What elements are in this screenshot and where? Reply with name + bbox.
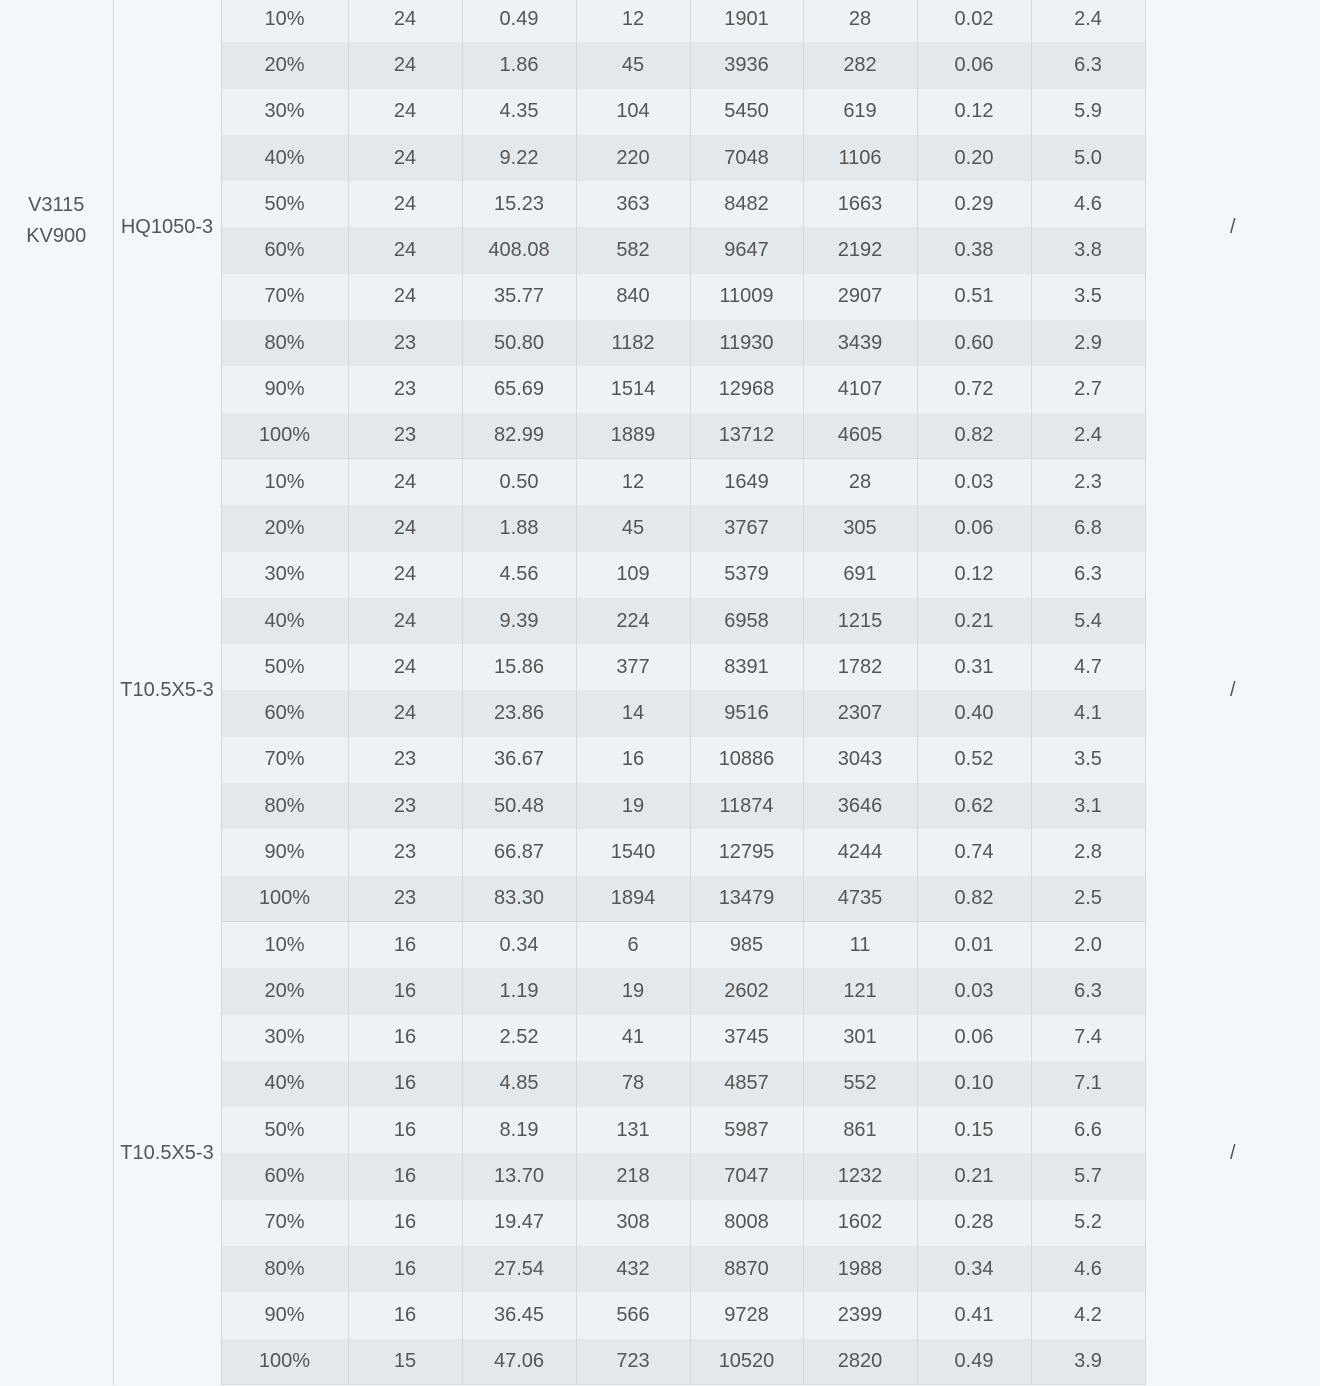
cell-efficiency: 4.2 [1031, 1292, 1145, 1338]
cell-current: 2.52 [462, 1015, 576, 1061]
cell-current: 82.99 [462, 413, 576, 459]
cell-torque: 0.15 [917, 1107, 1031, 1153]
cell-current: 9.22 [462, 135, 576, 181]
cell-voltage: 24 [348, 181, 462, 227]
cell-rpm: 10886 [690, 737, 803, 783]
cell-efficiency: 2.4 [1031, 0, 1145, 42]
cell-current: 0.50 [462, 459, 576, 505]
cell-voltage: 23 [348, 829, 462, 875]
cell-power: 109 [576, 552, 690, 598]
cell-rpm: 8008 [690, 1200, 803, 1246]
cell-power: 363 [576, 181, 690, 227]
cell-rpm: 3745 [690, 1015, 803, 1061]
cell-throttle: 20% [221, 42, 348, 88]
cell-voltage: 24 [348, 89, 462, 135]
cell-power: 45 [576, 42, 690, 88]
cell-thrust: 1215 [803, 598, 917, 644]
cell-throttle: 90% [221, 1292, 348, 1338]
cell-power: 1514 [576, 366, 690, 412]
cell-torque: 0.12 [917, 89, 1031, 135]
cell-power: 6 [576, 922, 690, 968]
cell-current: 15.86 [462, 644, 576, 690]
cell-efficiency: 3.8 [1031, 227, 1145, 273]
cell-current: 9.39 [462, 598, 576, 644]
cell-voltage: 16 [348, 1292, 462, 1338]
cell-thrust: 4107 [803, 366, 917, 412]
cell-throttle: 30% [221, 552, 348, 598]
cell-thrust: 4735 [803, 876, 917, 922]
cell-torque: 0.31 [917, 644, 1031, 690]
cell-rpm: 7047 [690, 1153, 803, 1199]
cell-power: 19 [576, 783, 690, 829]
cell-rpm: 11930 [690, 320, 803, 366]
cell-power: 12 [576, 459, 690, 505]
cell-efficiency: 5.9 [1031, 89, 1145, 135]
cell-thrust: 2907 [803, 274, 917, 320]
cell-throttle: 40% [221, 135, 348, 181]
cell-voltage: 16 [348, 922, 462, 968]
cell-torque: 0.34 [917, 1246, 1031, 1292]
cell-rpm: 1649 [690, 459, 803, 505]
cell-torque: 0.06 [917, 505, 1031, 551]
cell-efficiency: 2.8 [1031, 829, 1145, 875]
cell-rpm: 10520 [690, 1339, 803, 1385]
cell-power: 582 [576, 227, 690, 273]
motor-model-cell [0, 0, 113, 1385]
cell-throttle: 90% [221, 829, 348, 875]
propeller-model: T10.5X5-3 [113, 459, 221, 922]
cell-efficiency: 2.3 [1031, 459, 1145, 505]
cell-power: 1889 [576, 413, 690, 459]
cell-throttle: 30% [221, 89, 348, 135]
cell-voltage: 23 [348, 413, 462, 459]
cell-throttle: 10% [221, 0, 348, 42]
cell-thrust: 3043 [803, 737, 917, 783]
cell-power: 308 [576, 1200, 690, 1246]
cell-current: 408.08 [462, 227, 576, 273]
cell-torque: 0.01 [917, 922, 1031, 968]
cell-voltage: 15 [348, 1339, 462, 1385]
cell-power: 131 [576, 1107, 690, 1153]
note-cell: / [1145, 459, 1320, 922]
cell-voltage: 24 [348, 505, 462, 551]
cell-rpm: 12968 [690, 366, 803, 412]
cell-power: 432 [576, 1246, 690, 1292]
cell-efficiency: 7.4 [1031, 1015, 1145, 1061]
cell-throttle: 60% [221, 227, 348, 273]
cell-throttle: 60% [221, 690, 348, 736]
cell-power: 723 [576, 1339, 690, 1385]
cell-torque: 0.82 [917, 413, 1031, 459]
cell-power: 16 [576, 737, 690, 783]
cell-efficiency: 2.9 [1031, 320, 1145, 366]
cell-rpm: 11874 [690, 783, 803, 829]
cell-efficiency: 6.3 [1031, 552, 1145, 598]
cell-power: 12 [576, 0, 690, 42]
cell-efficiency: 4.7 [1031, 644, 1145, 690]
cell-thrust: 4605 [803, 413, 917, 459]
cell-current: 23.86 [462, 690, 576, 736]
cell-rpm: 8870 [690, 1246, 803, 1292]
note-cell: / [1145, 922, 1320, 1385]
cell-torque: 0.49 [917, 1339, 1031, 1385]
cell-rpm: 12795 [690, 829, 803, 875]
cell-voltage: 23 [348, 737, 462, 783]
cell-throttle: 100% [221, 413, 348, 459]
cell-power: 41 [576, 1015, 690, 1061]
cell-torque: 0.82 [917, 876, 1031, 922]
cell-torque: 0.74 [917, 829, 1031, 875]
cell-torque: 0.12 [917, 552, 1031, 598]
cell-torque: 0.10 [917, 1061, 1031, 1107]
cell-efficiency: 6.8 [1031, 505, 1145, 551]
cell-throttle: 50% [221, 1107, 348, 1153]
cell-rpm: 2602 [690, 968, 803, 1014]
cell-torque: 0.21 [917, 598, 1031, 644]
cell-throttle: 50% [221, 644, 348, 690]
cell-rpm: 4857 [690, 1061, 803, 1107]
cell-efficiency: 6.3 [1031, 968, 1145, 1014]
cell-rpm: 3767 [690, 505, 803, 551]
cell-torque: 0.51 [917, 274, 1031, 320]
cell-efficiency: 2.5 [1031, 876, 1145, 922]
cell-current: 50.80 [462, 320, 576, 366]
cell-thrust: 11 [803, 922, 917, 968]
cell-efficiency: 6.6 [1031, 1107, 1145, 1153]
cell-current: 1.88 [462, 505, 576, 551]
cell-voltage: 16 [348, 968, 462, 1014]
cell-torque: 0.02 [917, 0, 1031, 42]
cell-power: 19 [576, 968, 690, 1014]
cell-voltage: 24 [348, 42, 462, 88]
cell-throttle: 20% [221, 505, 348, 551]
cell-throttle: 40% [221, 1061, 348, 1107]
cell-efficiency: 6.3 [1031, 42, 1145, 88]
cell-throttle: 80% [221, 1246, 348, 1292]
table-row [0, 459, 1320, 505]
cell-throttle: 10% [221, 922, 348, 968]
cell-voltage: 16 [348, 1107, 462, 1153]
cell-thrust: 1232 [803, 1153, 917, 1199]
cell-rpm: 13479 [690, 876, 803, 922]
cell-efficiency: 3.9 [1031, 1339, 1145, 1385]
motor-model: V3115 KV900 [26, 194, 87, 247]
cell-voltage: 24 [348, 274, 462, 320]
cell-torque: 0.03 [917, 968, 1031, 1014]
cell-torque: 0.38 [917, 227, 1031, 273]
cell-efficiency: 5.2 [1031, 1200, 1145, 1246]
cell-current: 66.87 [462, 829, 576, 875]
cell-rpm: 6958 [690, 598, 803, 644]
cell-power: 45 [576, 505, 690, 551]
cell-throttle: 100% [221, 876, 348, 922]
table-row [0, 922, 1320, 968]
cell-voltage: 23 [348, 366, 462, 412]
cell-voltage: 16 [348, 1200, 462, 1246]
cell-current: 36.67 [462, 737, 576, 783]
cell-power: 377 [576, 644, 690, 690]
cell-rpm: 985 [690, 922, 803, 968]
cell-current: 1.86 [462, 42, 576, 88]
cell-current: 47.06 [462, 1339, 576, 1385]
cell-thrust: 28 [803, 0, 917, 42]
cell-thrust: 282 [803, 42, 917, 88]
cell-rpm: 5450 [690, 89, 803, 135]
cell-thrust: 2307 [803, 690, 917, 736]
cell-throttle: 60% [221, 1153, 348, 1199]
cell-throttle: 80% [221, 320, 348, 366]
cell-power: 224 [576, 598, 690, 644]
cell-thrust: 305 [803, 505, 917, 551]
cell-efficiency: 2.7 [1031, 366, 1145, 412]
cell-current: 27.54 [462, 1246, 576, 1292]
cell-current: 8.19 [462, 1107, 576, 1153]
cell-rpm: 9647 [690, 227, 803, 273]
cell-current: 50.48 [462, 783, 576, 829]
propeller-model: T10.5X5-3 [113, 922, 221, 1385]
cell-thrust: 619 [803, 89, 917, 135]
cell-thrust: 691 [803, 552, 917, 598]
cell-efficiency: 5.4 [1031, 598, 1145, 644]
cell-current: 65.69 [462, 366, 576, 412]
cell-power: 104 [576, 89, 690, 135]
cell-current: 4.85 [462, 1061, 576, 1107]
cell-torque: 0.29 [917, 181, 1031, 227]
cell-power: 1894 [576, 876, 690, 922]
cell-efficiency: 5.7 [1031, 1153, 1145, 1199]
cell-thrust: 301 [803, 1015, 917, 1061]
cell-voltage: 24 [348, 135, 462, 181]
cell-throttle: 30% [221, 1015, 348, 1061]
cell-throttle: 40% [221, 598, 348, 644]
cell-voltage: 24 [348, 644, 462, 690]
cell-current: 15.23 [462, 181, 576, 227]
cell-voltage: 23 [348, 783, 462, 829]
cell-power: 840 [576, 274, 690, 320]
cell-power: 1540 [576, 829, 690, 875]
cell-efficiency: 2.4 [1031, 413, 1145, 459]
cell-torque: 0.41 [917, 1292, 1031, 1338]
cell-efficiency: 4.1 [1031, 690, 1145, 736]
note-cell: / [1145, 0, 1320, 459]
cell-thrust: 861 [803, 1107, 917, 1153]
cell-voltage: 24 [348, 0, 462, 42]
cell-torque: 0.28 [917, 1200, 1031, 1246]
cell-torque: 0.03 [917, 459, 1031, 505]
cell-power: 1182 [576, 320, 690, 366]
cell-current: 35.77 [462, 274, 576, 320]
cell-thrust: 3646 [803, 783, 917, 829]
cell-torque: 0.20 [917, 135, 1031, 181]
cell-thrust: 2399 [803, 1292, 917, 1338]
cell-throttle: 90% [221, 366, 348, 412]
cell-power: 218 [576, 1153, 690, 1199]
cell-current: 4.56 [462, 552, 576, 598]
cell-voltage: 24 [348, 598, 462, 644]
cell-voltage: 16 [348, 1153, 462, 1199]
cell-torque: 0.62 [917, 783, 1031, 829]
cell-rpm: 13712 [690, 413, 803, 459]
cell-power: 220 [576, 135, 690, 181]
cell-torque: 0.72 [917, 366, 1031, 412]
cell-rpm: 8482 [690, 181, 803, 227]
cell-thrust: 1988 [803, 1246, 917, 1292]
cell-throttle: 70% [221, 274, 348, 320]
cell-current: 36.45 [462, 1292, 576, 1338]
cell-current: 83.30 [462, 876, 576, 922]
cell-current: 13.70 [462, 1153, 576, 1199]
cell-thrust: 1106 [803, 135, 917, 181]
cell-thrust: 121 [803, 968, 917, 1014]
cell-rpm: 9728 [690, 1292, 803, 1338]
cell-rpm: 5987 [690, 1107, 803, 1153]
cell-current: 0.34 [462, 922, 576, 968]
cell-efficiency: 2.0 [1031, 922, 1145, 968]
cell-current: 19.47 [462, 1200, 576, 1246]
cell-voltage: 23 [348, 320, 462, 366]
cell-thrust: 28 [803, 459, 917, 505]
cell-power: 14 [576, 690, 690, 736]
cell-power: 78 [576, 1061, 690, 1107]
cell-torque: 0.60 [917, 320, 1031, 366]
cell-voltage: 24 [348, 690, 462, 736]
cell-efficiency: 4.6 [1031, 1246, 1145, 1292]
cell-rpm: 8391 [690, 644, 803, 690]
cell-thrust: 2192 [803, 227, 917, 273]
cell-voltage: 24 [348, 227, 462, 273]
cell-rpm: 11009 [690, 274, 803, 320]
cell-thrust: 1602 [803, 1200, 917, 1246]
cell-voltage: 16 [348, 1061, 462, 1107]
cell-throttle: 50% [221, 181, 348, 227]
cell-rpm: 9516 [690, 690, 803, 736]
propeller-model: HQ1050-3 [113, 0, 221, 459]
cell-efficiency: 5.0 [1031, 135, 1145, 181]
cell-voltage: 24 [348, 459, 462, 505]
cell-thrust: 3439 [803, 320, 917, 366]
cell-efficiency: 3.5 [1031, 274, 1145, 320]
cell-efficiency: 3.5 [1031, 737, 1145, 783]
cell-torque: 0.06 [917, 42, 1031, 88]
cell-throttle: 80% [221, 783, 348, 829]
cell-efficiency: 7.1 [1031, 1061, 1145, 1107]
cell-thrust: 1663 [803, 181, 917, 227]
cell-efficiency: 3.1 [1031, 783, 1145, 829]
cell-rpm: 5379 [690, 552, 803, 598]
cell-rpm: 7048 [690, 135, 803, 181]
cell-throttle: 100% [221, 1339, 348, 1385]
cell-voltage: 23 [348, 876, 462, 922]
cell-torque: 0.06 [917, 1015, 1031, 1061]
cell-current: 0.49 [462, 0, 576, 42]
cell-thrust: 4244 [803, 829, 917, 875]
cell-torque: 0.52 [917, 737, 1031, 783]
table-row [0, 0, 1320, 42]
cell-voltage: 16 [348, 1015, 462, 1061]
cell-torque: 0.21 [917, 1153, 1031, 1199]
cell-torque: 0.40 [917, 690, 1031, 736]
cell-voltage: 16 [348, 1246, 462, 1292]
cell-voltage: 24 [348, 552, 462, 598]
cell-throttle: 10% [221, 459, 348, 505]
cell-thrust: 2820 [803, 1339, 917, 1385]
cell-current: 1.19 [462, 968, 576, 1014]
cell-throttle: 70% [221, 737, 348, 783]
cell-rpm: 3936 [690, 42, 803, 88]
cell-throttle: 70% [221, 1200, 348, 1246]
cell-rpm: 1901 [690, 0, 803, 42]
cell-throttle: 20% [221, 968, 348, 1014]
cell-efficiency: 4.6 [1031, 181, 1145, 227]
cell-thrust: 552 [803, 1061, 917, 1107]
cell-thrust: 1782 [803, 644, 917, 690]
cell-power: 566 [576, 1292, 690, 1338]
cell-current: 4.35 [462, 89, 576, 135]
